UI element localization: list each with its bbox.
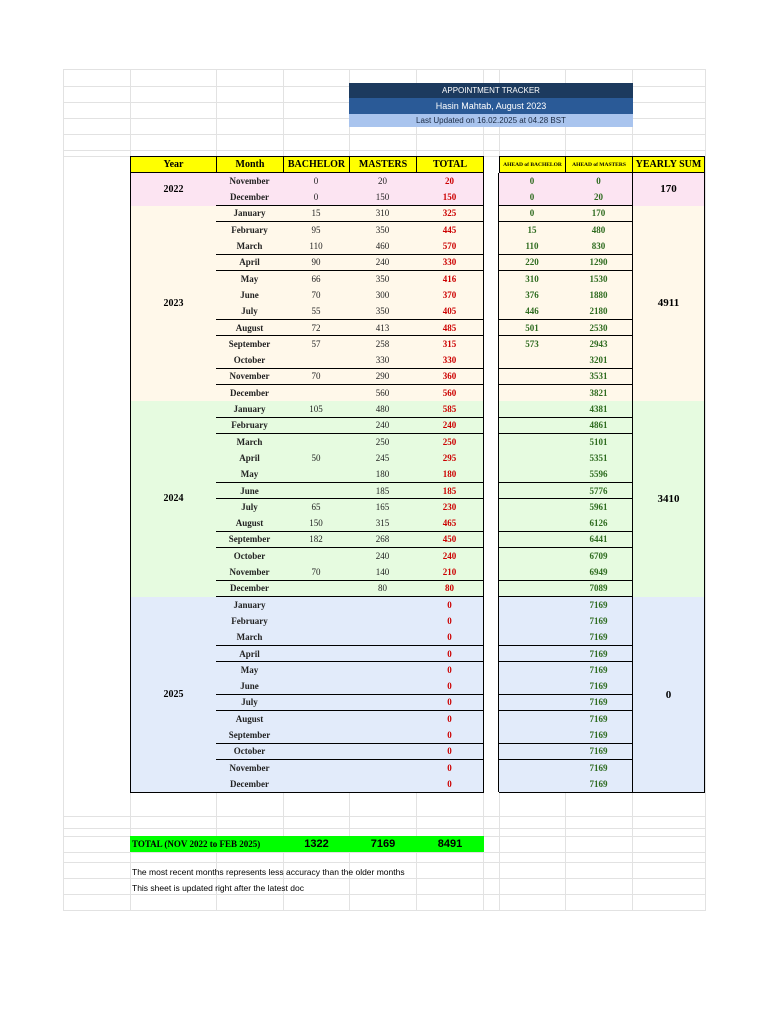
masters-cell: 350 [349,303,417,320]
ahead-masters-cell: 7089 [565,581,633,598]
month-cell: June [216,678,284,695]
total-cell: 210 [416,564,484,581]
masters-cell [349,597,417,614]
header-ahead-bachelor: AHEAD of BACHELOR [499,156,566,173]
month-cell: February [216,418,284,435]
ahead-bachelor-cell [499,662,566,679]
ahead-masters-cell: 7169 [565,597,633,614]
masters-cell: 268 [349,532,417,549]
total-cell: 295 [416,450,484,467]
month-cell: April [216,646,284,663]
bachelor-cell [283,597,350,614]
masters-cell: 240 [349,418,417,435]
ahead-masters-cell: 3821 [565,385,633,402]
bachelor-cell [283,548,350,565]
totals-masters: 7169 [349,836,417,852]
header-bachelor: BACHELOR [283,156,350,173]
month-cell: August [216,515,284,532]
total-cell: 0 [416,597,484,614]
masters-cell: 150 [349,189,417,206]
total-cell: 0 [416,727,484,744]
ahead-bachelor-cell: 220 [499,255,566,272]
gridline-h [63,134,706,135]
ahead-bachelor-cell: 501 [499,320,566,337]
masters-cell: 240 [349,548,417,565]
total-cell: 465 [416,515,484,532]
gridline-h [63,910,706,911]
ahead-masters-cell: 170 [565,206,633,223]
masters-cell: 240 [349,255,417,272]
bachelor-cell: 150 [283,515,350,532]
ahead-bachelor-cell: 446 [499,303,566,320]
bachelor-cell: 0 [283,189,350,206]
bachelor-cell [283,434,350,451]
masters-cell [349,744,417,761]
masters-cell: 300 [349,287,417,304]
bachelor-cell: 15 [283,206,350,223]
month-cell: January [216,401,284,418]
masters-cell [349,662,417,679]
bachelor-cell: 70 [283,369,350,386]
gridline-h [63,852,706,853]
masters-cell [349,613,417,630]
total-cell: 185 [416,483,484,500]
total-cell: 0 [416,662,484,679]
yearly-sum-cell: 0 [632,597,705,794]
ahead-masters-cell: 830 [565,238,633,255]
masters-cell: 560 [349,385,417,402]
ahead-bachelor-cell [499,466,566,483]
ahead-masters-cell: 7169 [565,711,633,728]
ahead-bachelor-cell [499,515,566,532]
ahead-bachelor-cell [499,678,566,695]
bachelor-cell [283,662,350,679]
masters-cell: 250 [349,434,417,451]
ahead-masters-cell: 6441 [565,532,633,549]
bachelor-cell: 55 [283,303,350,320]
ahead-masters-cell: 2530 [565,320,633,337]
month-cell: April [216,450,284,467]
month-cell: June [216,287,284,304]
total-cell: 330 [416,352,484,369]
masters-cell: 20 [349,173,417,190]
total-cell: 240 [416,418,484,435]
ahead-bachelor-cell [499,483,566,500]
ahead-masters-cell: 2180 [565,303,633,320]
ahead-bachelor-cell [499,385,566,402]
ahead-bachelor-cell [499,532,566,549]
ahead-bachelor-cell: 15 [499,222,566,239]
gridline-v [705,69,706,910]
totals-label: TOTAL (NOV 2022 to FEB 2025) [130,836,284,852]
masters-cell: 310 [349,206,417,223]
bachelor-cell: 50 [283,450,350,467]
ahead-masters-cell: 7169 [565,727,633,744]
spacer-column [483,173,499,206]
ahead-masters-cell: 7169 [565,613,633,630]
ahead-masters-cell: 7169 [565,760,633,777]
header-year: Year [130,156,217,173]
bachelor-cell: 90 [283,255,350,272]
ahead-masters-cell: 5351 [565,450,633,467]
ahead-bachelor-cell [499,369,566,386]
month-cell: December [216,189,284,206]
masters-cell [349,695,417,712]
bachelor-cell [283,678,350,695]
note-accuracy: The most recent months represents less accuracy than the older months [132,867,405,877]
ahead-bachelor-cell [499,776,566,793]
month-cell: September [216,336,284,353]
bachelor-cell: 57 [283,336,350,353]
totals-total: 8491 [416,836,484,852]
gridline-h [63,816,706,817]
ahead-masters-cell: 7169 [565,678,633,695]
note-updated: This sheet is updated right after the latest doc [132,883,304,893]
ahead-masters-cell: 3201 [565,352,633,369]
masters-cell: 140 [349,564,417,581]
spacer-column [483,597,499,793]
ahead-bachelor-cell: 573 [499,336,566,353]
masters-cell: 245 [349,450,417,467]
total-cell: 0 [416,646,484,663]
year-cell: 2022 [130,173,217,207]
year-cell: 2023 [130,206,217,403]
masters-cell: 460 [349,238,417,255]
month-cell: July [216,695,284,712]
bachelor-cell [283,711,350,728]
masters-cell [349,646,417,663]
gridline-h [63,828,706,829]
masters-cell [349,727,417,744]
gridline-h [63,69,706,70]
month-cell: October [216,744,284,761]
total-cell: 80 [416,581,484,598]
ahead-bachelor-cell: 0 [499,206,566,223]
total-cell: 0 [416,760,484,777]
ahead-bachelor-cell [499,418,566,435]
month-cell: February [216,222,284,239]
ahead-masters-cell: 5776 [565,483,633,500]
ahead-bachelor-cell [499,744,566,761]
masters-cell [349,678,417,695]
bachelor-cell [283,695,350,712]
month-cell: July [216,499,284,516]
yearly-sum-cell: 3410 [632,401,705,598]
ahead-bachelor-cell: 110 [499,238,566,255]
month-cell: January [216,206,284,223]
month-cell: December [216,385,284,402]
month-cell: September [216,727,284,744]
ahead-bachelor-cell [499,727,566,744]
gridline-h [63,862,706,863]
gridline-v [63,69,64,910]
ahead-masters-cell: 5961 [565,499,633,516]
bachelor-cell [283,760,350,777]
yearly-sum-cell: 4911 [632,206,705,403]
ahead-masters-cell: 2943 [565,336,633,353]
total-cell: 180 [416,466,484,483]
bachelor-cell [283,483,350,500]
total-cell: 450 [416,532,484,549]
bachelor-cell: 0 [283,173,350,190]
bachelor-cell [283,466,350,483]
bachelor-cell: 105 [283,401,350,418]
bachelor-cell: 72 [283,320,350,337]
ahead-masters-cell: 480 [565,222,633,239]
spacer-column [483,401,499,597]
ahead-masters-cell: 3531 [565,369,633,386]
month-cell: November [216,173,284,190]
ahead-masters-cell: 1530 [565,271,633,288]
month-cell: May [216,271,284,288]
month-cell: May [216,662,284,679]
ahead-bachelor-cell [499,646,566,663]
masters-cell: 330 [349,352,417,369]
total-cell: 0 [416,744,484,761]
ahead-masters-cell: 5596 [565,466,633,483]
month-cell: February [216,613,284,630]
bachelor-cell: 65 [283,499,350,516]
masters-cell: 180 [349,466,417,483]
total-cell: 0 [416,629,484,646]
header-yearly-sum: YEARLY SUM [632,156,705,173]
bachelor-cell [283,613,350,630]
bachelor-cell [283,581,350,598]
month-cell: January [216,597,284,614]
month-cell: August [216,711,284,728]
bachelor-cell [283,629,350,646]
ahead-bachelor-cell [499,434,566,451]
masters-cell [349,711,417,728]
bachelor-cell [283,776,350,793]
ahead-masters-cell: 4861 [565,418,633,435]
month-cell: October [216,548,284,565]
ahead-bachelor-cell [499,564,566,581]
ahead-masters-cell: 7169 [565,744,633,761]
ahead-bachelor-cell [499,760,566,777]
ahead-masters-cell: 7169 [565,776,633,793]
ahead-masters-cell: 7169 [565,629,633,646]
ahead-masters-cell: 7169 [565,662,633,679]
ahead-masters-cell: 5101 [565,434,633,451]
month-cell: November [216,564,284,581]
ahead-masters-cell: 6709 [565,548,633,565]
month-cell: November [216,760,284,777]
month-cell: March [216,434,284,451]
bachelor-cell [283,418,350,435]
total-cell: 0 [416,695,484,712]
total-cell: 560 [416,385,484,402]
spacer-column [483,206,499,402]
ahead-bachelor-cell [499,499,566,516]
totals-bachelor: 1322 [283,836,350,852]
yearly-sum-cell: 170 [632,173,705,207]
ahead-masters-cell: 7169 [565,646,633,663]
header-month: Month [216,156,284,173]
ahead-masters-cell: 6949 [565,564,633,581]
total-cell: 445 [416,222,484,239]
ahead-bachelor-cell [499,450,566,467]
total-cell: 570 [416,238,484,255]
year-cell: 2025 [130,597,217,794]
total-cell: 250 [416,434,484,451]
total-cell: 150 [416,189,484,206]
ahead-bachelor-cell [499,711,566,728]
bachelor-cell: 182 [283,532,350,549]
bachelor-cell: 66 [283,271,350,288]
ahead-bachelor-cell [499,581,566,598]
month-cell: September [216,532,284,549]
gridline-h [63,878,706,879]
ahead-bachelor-cell: 376 [499,287,566,304]
total-cell: 585 [416,401,484,418]
total-cell: 485 [416,320,484,337]
bachelor-cell: 110 [283,238,350,255]
header-masters: MASTERS [349,156,417,173]
ahead-bachelor-cell: 0 [499,173,566,190]
masters-cell [349,760,417,777]
total-cell: 0 [416,776,484,793]
bachelor-cell [283,385,350,402]
total-cell: 0 [416,711,484,728]
ahead-bachelor-cell [499,695,566,712]
total-cell: 405 [416,303,484,320]
masters-cell: 80 [349,581,417,598]
total-cell: 240 [416,548,484,565]
total-cell: 0 [416,613,484,630]
ahead-masters-cell: 20 [565,189,633,206]
bachelor-cell: 95 [283,222,350,239]
gridline-h [63,894,706,895]
bachelor-cell [283,646,350,663]
month-cell: December [216,776,284,793]
month-cell: October [216,352,284,369]
total-cell: 230 [416,499,484,516]
masters-cell: 185 [349,483,417,500]
last-updated: Last Updated on 16.02.2025 at 04.28 BST [349,114,633,127]
year-cell: 2024 [130,401,217,598]
tracker-title: APPOINTMENT TRACKER [349,83,633,98]
total-cell: 416 [416,271,484,288]
total-cell: 325 [416,206,484,223]
month-cell: December [216,581,284,598]
gridline-h [63,150,706,151]
month-cell: August [216,320,284,337]
ahead-bachelor-cell [499,548,566,565]
ahead-bachelor-cell [499,597,566,614]
bachelor-cell [283,744,350,761]
month-cell: April [216,255,284,272]
bachelor-cell [283,352,350,369]
masters-cell: 315 [349,515,417,532]
masters-cell: 290 [349,369,417,386]
bachelor-cell: 70 [283,287,350,304]
month-cell: July [216,303,284,320]
bachelor-cell: 70 [283,564,350,581]
ahead-masters-cell: 7169 [565,695,633,712]
ahead-bachelor-cell [499,401,566,418]
ahead-bachelor-cell: 0 [499,189,566,206]
total-cell: 0 [416,678,484,695]
masters-cell: 258 [349,336,417,353]
masters-cell: 350 [349,271,417,288]
ahead-bachelor-cell [499,352,566,369]
ahead-bachelor-cell [499,613,566,630]
ahead-masters-cell: 1880 [565,287,633,304]
month-cell: May [216,466,284,483]
masters-cell: 413 [349,320,417,337]
masters-cell: 480 [349,401,417,418]
masters-cell: 165 [349,499,417,516]
ahead-bachelor-cell [499,629,566,646]
ahead-masters-cell: 1290 [565,255,633,272]
header-total: TOTAL [416,156,484,173]
total-cell: 330 [416,255,484,272]
total-cell: 360 [416,369,484,386]
total-cell: 315 [416,336,484,353]
month-cell: March [216,629,284,646]
total-cell: 20 [416,173,484,190]
tracker-subtitle: Hasin Mahtab, August 2023 [349,98,633,114]
header-ahead-masters: AHEAD of MASTERS [565,156,633,173]
ahead-bachelor-cell: 310 [499,271,566,288]
month-cell: March [216,238,284,255]
bachelor-cell [283,727,350,744]
ahead-masters-cell: 4381 [565,401,633,418]
masters-cell [349,629,417,646]
ahead-masters-cell: 6126 [565,515,633,532]
total-cell: 370 [416,287,484,304]
ahead-masters-cell: 0 [565,173,633,190]
month-cell: November [216,369,284,386]
month-cell: June [216,483,284,500]
masters-cell [349,776,417,793]
masters-cell: 350 [349,222,417,239]
